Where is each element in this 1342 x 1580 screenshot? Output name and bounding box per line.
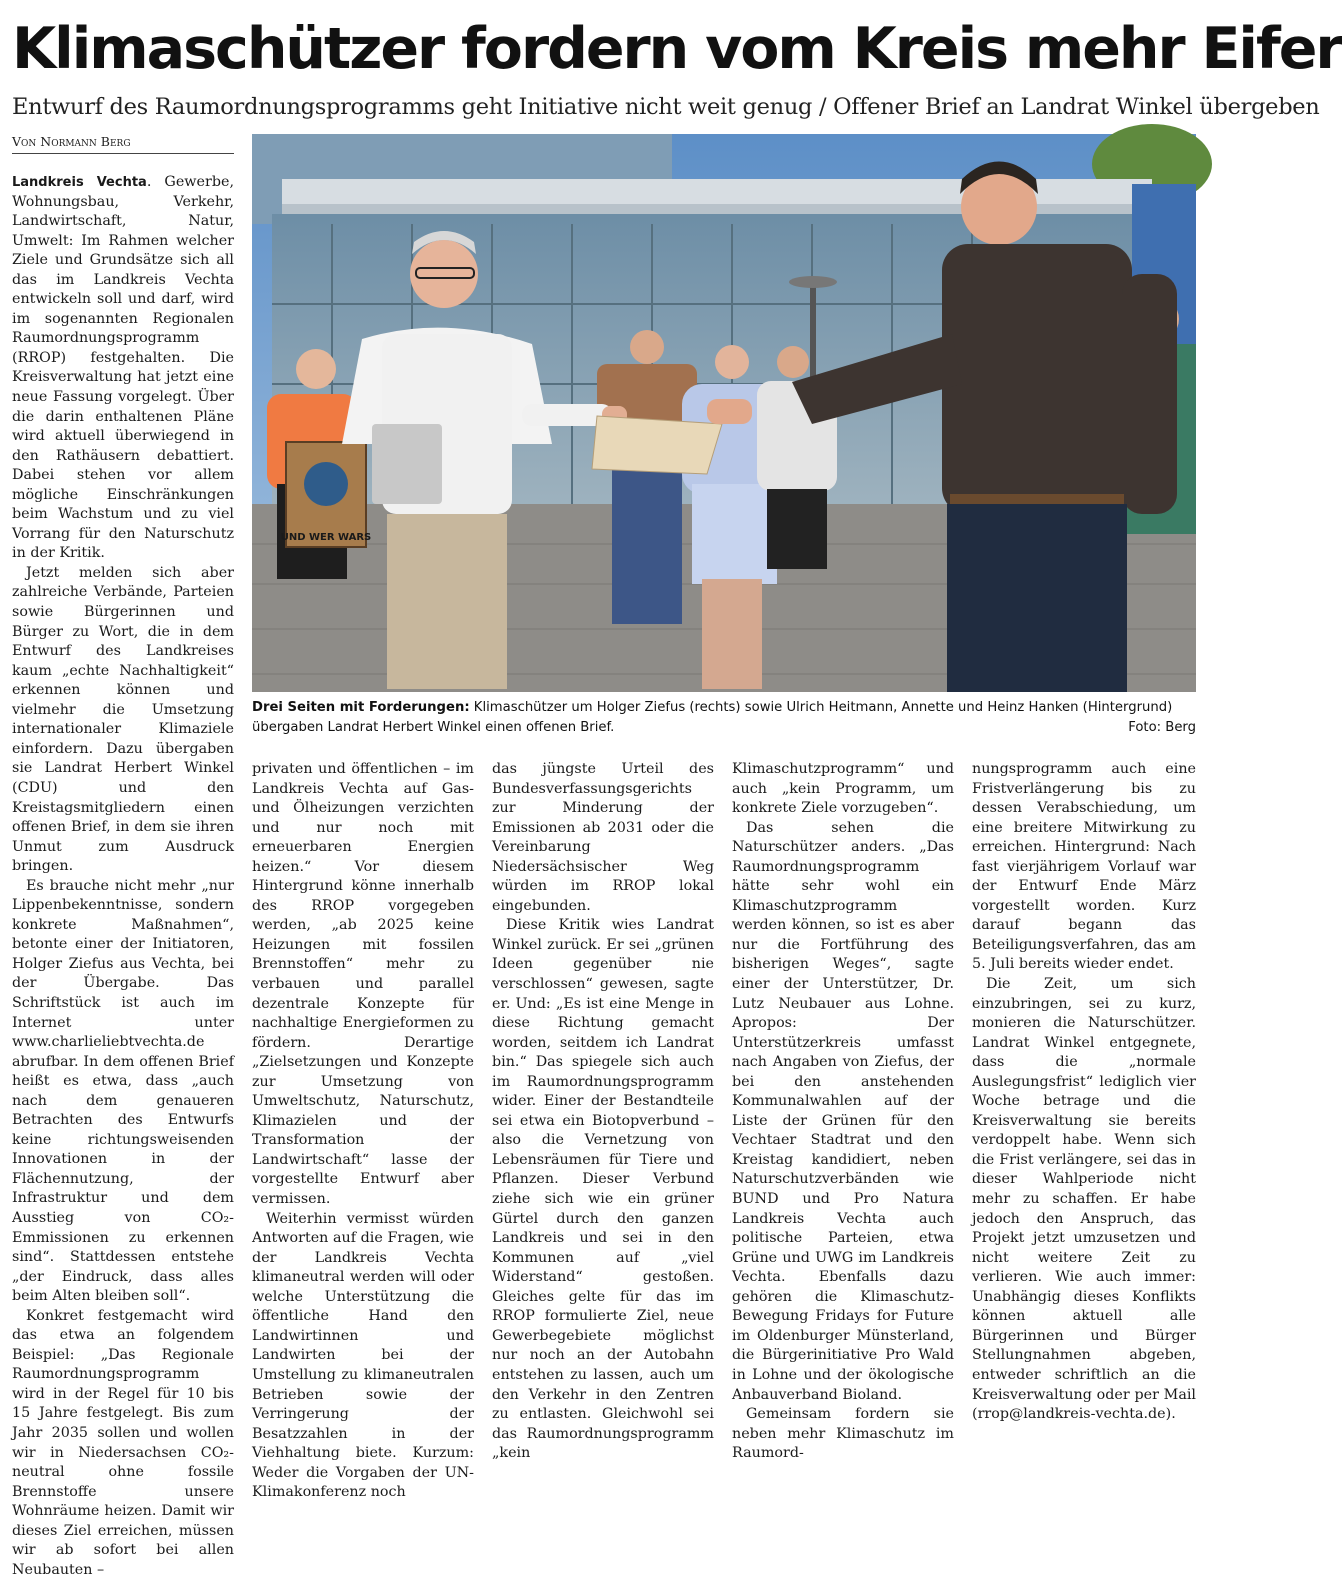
paragraph: Klimaschutzprogramm“ und auch „kein Programm, um konkrete Ziele vorzugeben“. <box>732 761 954 817</box>
text-column-3 <box>492 760 714 1462</box>
paragraph: Es brauche nicht mehr „nur Lippenbekenntnisse, sondern konkrete Maßnahmen“, betonte einer der Initiatoren, Holger Ziefus aus Vechta, bei der Übergabe. Das Schriftstück ist auch im Internet unter www.charlieliebtvechta.de abrufbar. In dem offenen Brief heißt es etwa, dass „auch nach dem genaueren Betrachten des Entwurfs keine richtungsweisenden Innovationen in der Flächennutzung, der Infrastruktur und dem Ausstieg von CO₂-Emmissionen zu erkennen sind“. Stattdessen entstehe „der Eindruck, dass alles beim Alten bleiben soll“. <box>12 877 234 1305</box>
paragraph: das jüngste Urteil des Bundesverfassungsgerichts zur Minderung der Emissionen ab 2031 oder die Vereinbarung Niedersächsischer Weg würden im RROP lokal eingebunden. <box>492 761 714 914</box>
paragraph: Konkret festgemacht wird das etwa an folgendem Beispiel: „Das Regionale Raumordnungsprogramm wird in der Regel für 10 bis 15 Jahre festgelegt. Bis zum Jahr 2035 sollen und wollen wir in Niedersachsen CO₂-neutral ohne fossile Brennstoffe unsere Wohnräume heizen. Damit wir dieses Ziel erreichen, müssen wir ab sofort bei allen Neubauten – <box>12 1307 234 1578</box>
caption-text: Klimaschützer um Holger Ziefus (rechts) sowie Ulrich Heitmann, Annette und Heinz Hanken (Hintergrund) übergaben Landrat Herbert Winkel einen offenen Brief. <box>252 700 1173 735</box>
dateline: Landkreis Vechta <box>12 175 147 190</box>
subheadline: Entwurf des Raumordnungsprogramms geht Initiative nicht weit genug / Offener Brief an Landrat Winkel übergeben <box>12 94 1320 120</box>
caption-lead: Drei Seiten mit Forderungen: <box>252 700 470 715</box>
paragraph: Diese Kritik wies Landrat Winkel zurück. Er sei „grünen Ideen gegenüber nie verschlossen“ gewesen, sagte er. Und: „Es ist eine Menge in diese Richtung gemacht worden, seitdem ich Landrat bin.“ Das spiegele sich auch im Raumordnungsprogramm wider. Einer der Bestandteile sei etwa ein Biotopverbund – also die Vernetzung von Lebensräumen für Tiere und Pflanzen. Dieser Verbund ziehe sich wie ein grüner Gürtel durch den ganzen Landkreis und sei in den Kommunen auf „viel Widerstand“ gestoßen. Gleiches gelte für das im RROP formulierte Ziel, neue Gewerbegebiete möglichst nur noch an der Autobahn entstehen zu lassen, auch um den Verkehr in den Zentren zu entlasten. Gleichwohl sei das Raumordnungsprogramm „kein <box>492 917 714 1462</box>
paragraph: Die Zeit, um sich einzubringen, sei zu kurz, monieren die Naturschützer. Landrat Winkel entgegnete, dass die „normale Auslegungsfrist“ lediglich vier Woche betrage und die Kreisverwaltung sie bereits verdoppelt habe. Wenn sich die Frist verlängere, sei das in dieser Wahlperiode nicht mehr zu schaffen. Er habe jedoch den Anspruch, das Projekt jetzt umzusetzen und nicht weitere Zeit zu verlieren. Wie auch immer: Unabhängig dieses Konflikts können aktuell alle Bürgerinnen und Bürger Stellungnahmen abgeben, entweder schriftlich an die Kreisverwaltung oder per Mail (rrop@landkreis-vechta.de). <box>972 976 1196 1423</box>
text-column-5 <box>972 760 1196 1423</box>
paragraph: Das sehen die Naturschützer anders. „Das Raumordnungsprogramm hätte sehr wohl ein Klimaschutzprogramm werden können, so ist es aber nur die Fortführung des bisherigen Weges“, sagte einer der Unterstützer, Dr. Lutz Neubauer aus Lohne. Apropos: Der Unterstützerkreis umfasst nach Angaben von Ziefus, der bei den anstehenden Kommunalwahlen auf der Liste der Grünen für den Vechtaer Stadtrat und den Kreistag kandidiert, neben Naturschutzverbänden wie BUND und Pro Natura Landkreis Vechta auch politische Parteien, etwa Grüne und UWG im Landkreis Vechta. Ebenfalls dazu gehören die Klimaschutz-Bewegung Fridays for Future im Oldenburger Münsterland, die Bürgerinitiative Pro Wald in Lohne und der ökologische Anbauverband Bioland. <box>732 819 954 1403</box>
paragraph: nungsprogramm auch eine Fristverlängerung bis zu dessen Verabschiedung, um eine breitere Mitwirkung zu erreichen. Hintergrund: Nach fast vierjährigem Vorlauf war der Entwurf Ende März vorgestellt worden. Kurz darauf begann das Beteiligungsverfahren, das am 5. Juli bereits wieder endet. <box>972 761 1196 973</box>
text-column-2 <box>252 760 474 1501</box>
news-photo <box>252 134 1196 692</box>
sign-text: UND WER WARS <box>280 532 372 543</box>
text-column-1 <box>12 173 234 1578</box>
paragraph: Weiterhin vermisst würden Antworten auf die Fragen, wie der Landkreis Vechta klimaneutral werden will oder welche Unterstützung die öffentliche Hand den Landwirtinnen und Landwirten bei der Umstellung zu klimaneutralen Betrieben sowie der Verringerung der Besatzzahlen in der Viehhaltung biete. Kurzum: Weder die Vorgaben der UN-Klimakonferenz noch <box>252 1210 474 1501</box>
paragraph: Jetzt melden sich aber zahlreiche Verbände, Parteien sowie Bürgerinnen und Bürger zu Wort, die in dem Entwurf des Landkreises kaum „echte Nachhaltigkeit“ erkennen können und vielmehr die Umsetzung internationaler Klimaziele einfordern. Dazu übergaben sie Landrat Herbert Winkel (CDU) und den Kreistagsmitgliedern einen offenen Brief, in dem sie ihren Unmut zum Ausdruck bringen. <box>12 564 234 875</box>
photo-credit: Foto: Berg <box>1122 718 1196 738</box>
paragraph <box>12 173 234 564</box>
paragraph: Gemeinsam fordern sie neben mehr Klimaschutz im Raumord- <box>732 1406 954 1462</box>
photo-illustration <box>252 134 1196 692</box>
byline: Von Normann Berg <box>12 134 234 154</box>
paragraph: privaten und öffentlichen – im Landkreis Vechta auf Gas- und Ölheizungen verzichten und nur noch mit erneuerbaren Energien heizen.“ Vor diesem Hintergrund könne innerhalb des RROP vorgegeben werden, „ab 2025 keine Heizungen mit fossilen Brennstoffen“ mehr zu verbauen und parallel dezentrale Konzepte für nachhaltige Energieformen zu fördern. Derartige „Zielsetzungen und Konzepte zur Umsetzung von Umweltschutz, Naturschutz, Klimazielen und der Transformation der Landwirtschaft“ lasse der vorgestellte Entwurf aber vermissen. <box>252 761 474 1208</box>
paragraph-text: . Gewerbe, Wohnungsbau, Verkehr, Landwirtschaft, Natur, Umwelt: Im Rahmen welcher Ziele und Grundsätze sich all das im Landkreis Vechta entwickeln soll und darf, wird im sogenannten Regionalen Raumordnungsprogramm (RROP) festgehalten. Die Kreisverwaltung hat jetzt eine neue Fassung vorgelegt. Über die darin enthaltenen Pläne wird aktuell überwiegend in den Rathäusern debattiert. Dabei stehen vor allem mögliche Einschränkungen beim Wachstum und zu viel Vorrang für den Naturschutz in der Kritik. <box>12 174 234 562</box>
photo-caption <box>252 698 1196 737</box>
text-column-4 <box>732 760 954 1462</box>
headline: Klimaschützer fordern vom Kreis mehr Eifer <box>12 16 1342 82</box>
